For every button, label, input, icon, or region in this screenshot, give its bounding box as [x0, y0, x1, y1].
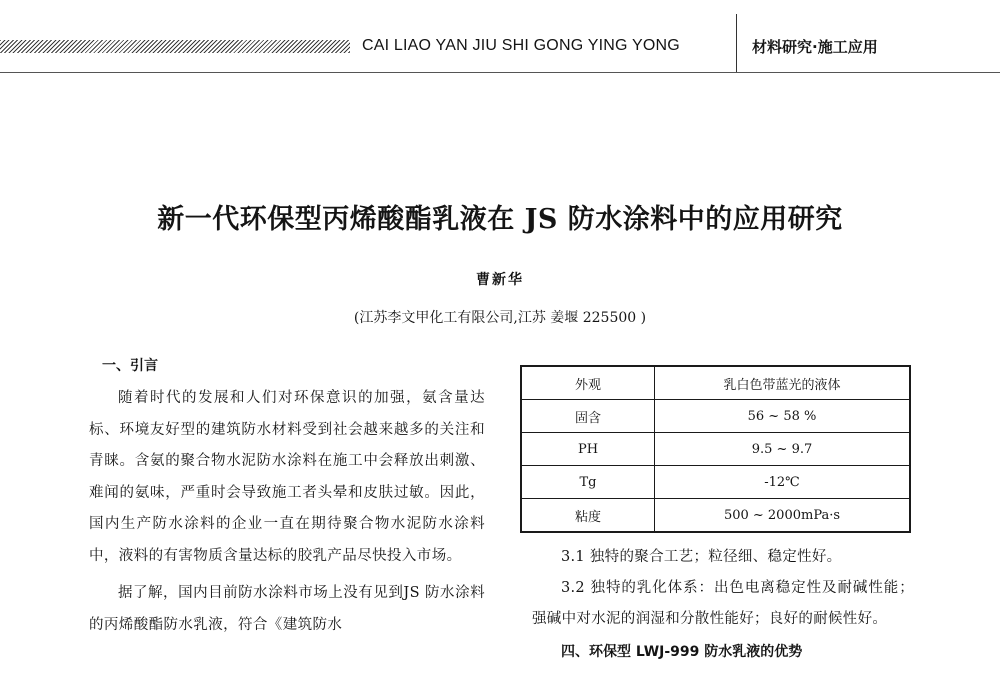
table-row	[521, 466, 910, 499]
article-author: 曹新华	[476, 272, 524, 288]
section-heading-advantages: 四、环保型 LWJ-999 防水乳液的优势	[561, 644, 803, 660]
table-row	[521, 433, 910, 466]
spec-value: 乳白色带蓝光的液体	[655, 366, 911, 400]
section-heading-introduction: 一、引言	[102, 358, 158, 374]
spec-value: 500 ~ 2000mPa·s	[655, 499, 911, 533]
spec-key: PH	[521, 433, 655, 466]
author-affiliation: (江苏李文甲化工有限公司,江苏 姜堰 225500 )	[353, 310, 647, 326]
left-column	[89, 355, 485, 641]
running-header	[0, 0, 1000, 82]
journal-name-pinyin: CAI LIAO YAN JIU SHI GONG YING YONG	[362, 37, 680, 54]
right-column	[532, 542, 914, 663]
spec-value: -12℃	[655, 466, 911, 499]
table-row	[521, 366, 910, 400]
feature-paragraph-3-1: 3.1 独特的聚合工艺；粒径细、稳定性好。	[561, 549, 842, 565]
header-divider	[736, 14, 737, 72]
spec-key: 粘度	[521, 499, 655, 533]
header-rule	[0, 72, 1000, 73]
specification-table	[520, 365, 911, 533]
table-row	[521, 400, 910, 433]
header-hatch-bar	[0, 40, 350, 53]
intro-paragraph-2: 据了解，国内目前防水涂料市场上没有见到JS 防水涂料的丙烯酸酯防水乳液，符合《建筑防水	[89, 585, 485, 633]
spec-key: Tg	[521, 466, 655, 499]
intro-paragraph-1: 随着时代的发展和人们对环保意识的加强，氨含量达标、环境友好型的建筑防水材料受到社会越来越多的关注和青睐。含氨的聚合物水泥防水涂料在施工中会释放出刺激、难闻的氨味，严重时会导致施工者头晕和皮肤过敏。因此，国内生产防水涂料的企业一直在期待聚合物水泥防水涂料中，液料的有害物质含量达标的胶乳产品尽快投入市场。	[89, 390, 485, 564]
spec-key: 固含	[521, 400, 655, 433]
article-title: 新一代环保型丙烯酸酯乳液在 JS 防水涂料中的应用研究	[157, 204, 843, 235]
spec-value: 56 ~ 58 %	[655, 400, 911, 433]
spec-value: 9.5 ~ 9.7	[655, 433, 911, 466]
feature-paragraph-3-2: 3.2 独特的乳化体系：出色电离稳定性及耐碱性能；强碱中对水泥的润湿和分散性能好；良好的耐候性好。	[532, 580, 914, 627]
spec-key: 外观	[521, 366, 655, 400]
journal-section-name: 材料研究·施工应用	[752, 38, 878, 56]
table-row	[521, 499, 910, 533]
